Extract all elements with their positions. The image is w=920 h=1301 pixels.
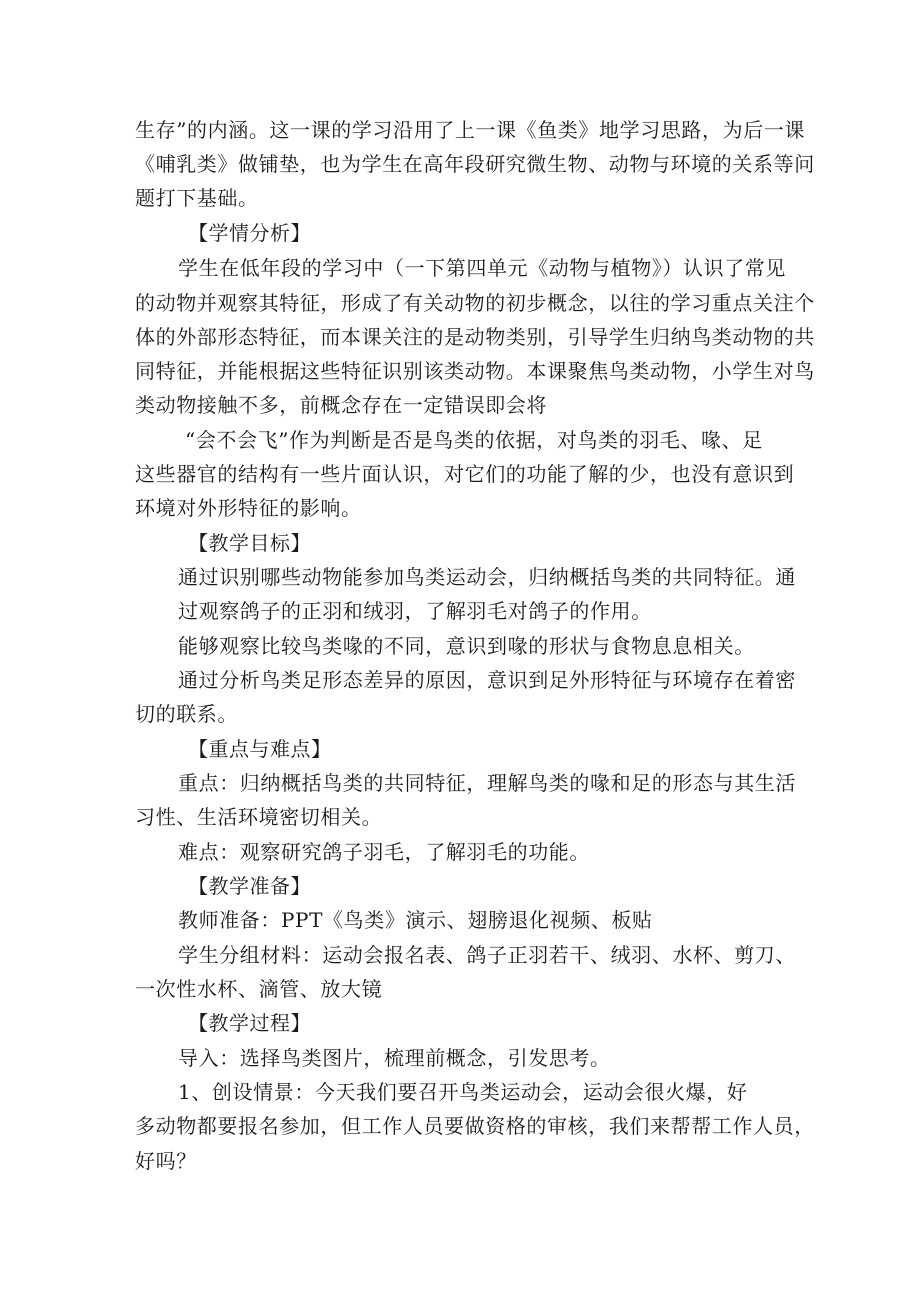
text-line: 习性、生活环境密切相关。	[135, 805, 383, 829]
text-line: 重点：归纳概括鸟类的共同特征，理解鸟类的喙和足的形态与其生活	[178, 771, 796, 795]
section-heading-preparation: 【教学准备】	[188, 874, 311, 898]
text-line: 同特征，并能根据这些特征识别该类动物。本课聚焦鸟类动物，小学生对鸟	[135, 359, 815, 383]
text-line: 难点：观察研究鸽子羽毛，了解羽毛的功能。	[178, 840, 590, 864]
text-line: 环境对外形特征的影响。	[135, 496, 362, 520]
text-line: 《哺乳类》做铺垫，也为学生在高年段研究微生物、动物与环境的关系等问	[135, 152, 815, 176]
text-line: 体的外部形态特征，而本课关注的是动物类别，引导学生归纳鸟类动物的共	[135, 325, 815, 349]
section-heading-key-points: 【重点与难点】	[188, 737, 332, 761]
text-line: “会不会飞”作为判断是否是鸟类的依据，对鸟类的羽毛、喙、足	[185, 428, 763, 452]
text-line: 1、创设情景：今天我们要召开鸟类运动会，运动会很火爆，好	[178, 1080, 748, 1104]
text-line: 这些器官的结构有一些片面认识，对它们的功能了解的少，也没有意识到	[135, 462, 795, 486]
text-line: 能够观察比较鸟类喙的不同，意识到喙的形状与食物息息相关。	[178, 634, 755, 658]
text-line: 通过分析鸟类足形态差异的原因，意识到足外形特征与环境存在着密	[178, 668, 796, 692]
text-line: 类动物接触不多，前概念存在一定错误即会将	[135, 393, 547, 417]
text-line: 生存”的内涵。这一课的学习沿用了上一课《鱼类》地学习思路，为后一课	[135, 118, 806, 142]
section-heading-teaching-goals: 【教学目标】	[188, 531, 311, 555]
text-line: 多动物都要报名参加，但工作人员要做资格的审核，我们来帮帮工作人员，	[135, 1114, 815, 1138]
text-line: 的动物并观察其特征，形成了有关动物的初步概念，以往的学习重点关注个	[135, 291, 815, 315]
section-heading-teaching-process: 【教学过程】	[188, 1011, 311, 1035]
text-line: 学生分组材料：运动会报名表、鸽子正羽若干、绒羽、水杯、剪刀、	[178, 943, 796, 967]
text-line: 一次性水杯、滴管、放大镜	[135, 977, 383, 1001]
text-line: 过观察鸽子的正羽和绒羽，了解羽毛对鸽子的作用。	[178, 599, 652, 623]
text-line: 题打下基础。	[135, 186, 259, 210]
text-line: 通过识别哪些动物能参加鸟类运动会，归纳概括鸟类的共同特征。通	[178, 565, 796, 589]
text-line: 导入：选择鸟类图片，梳理前概念，引发思考。	[178, 1046, 611, 1070]
text-line: 好吗？	[135, 1149, 197, 1173]
section-heading-student-analysis: 【学情分析】	[188, 221, 311, 245]
text-line: 切的联系。	[135, 702, 238, 726]
text-line: 学生在低年段的学习中（一下第四单元《动物与植物》）认识了常见	[178, 256, 786, 280]
text-line: 教师准备：PPT《鸟类》演示、翅膀退化视频、板贴	[178, 908, 653, 932]
